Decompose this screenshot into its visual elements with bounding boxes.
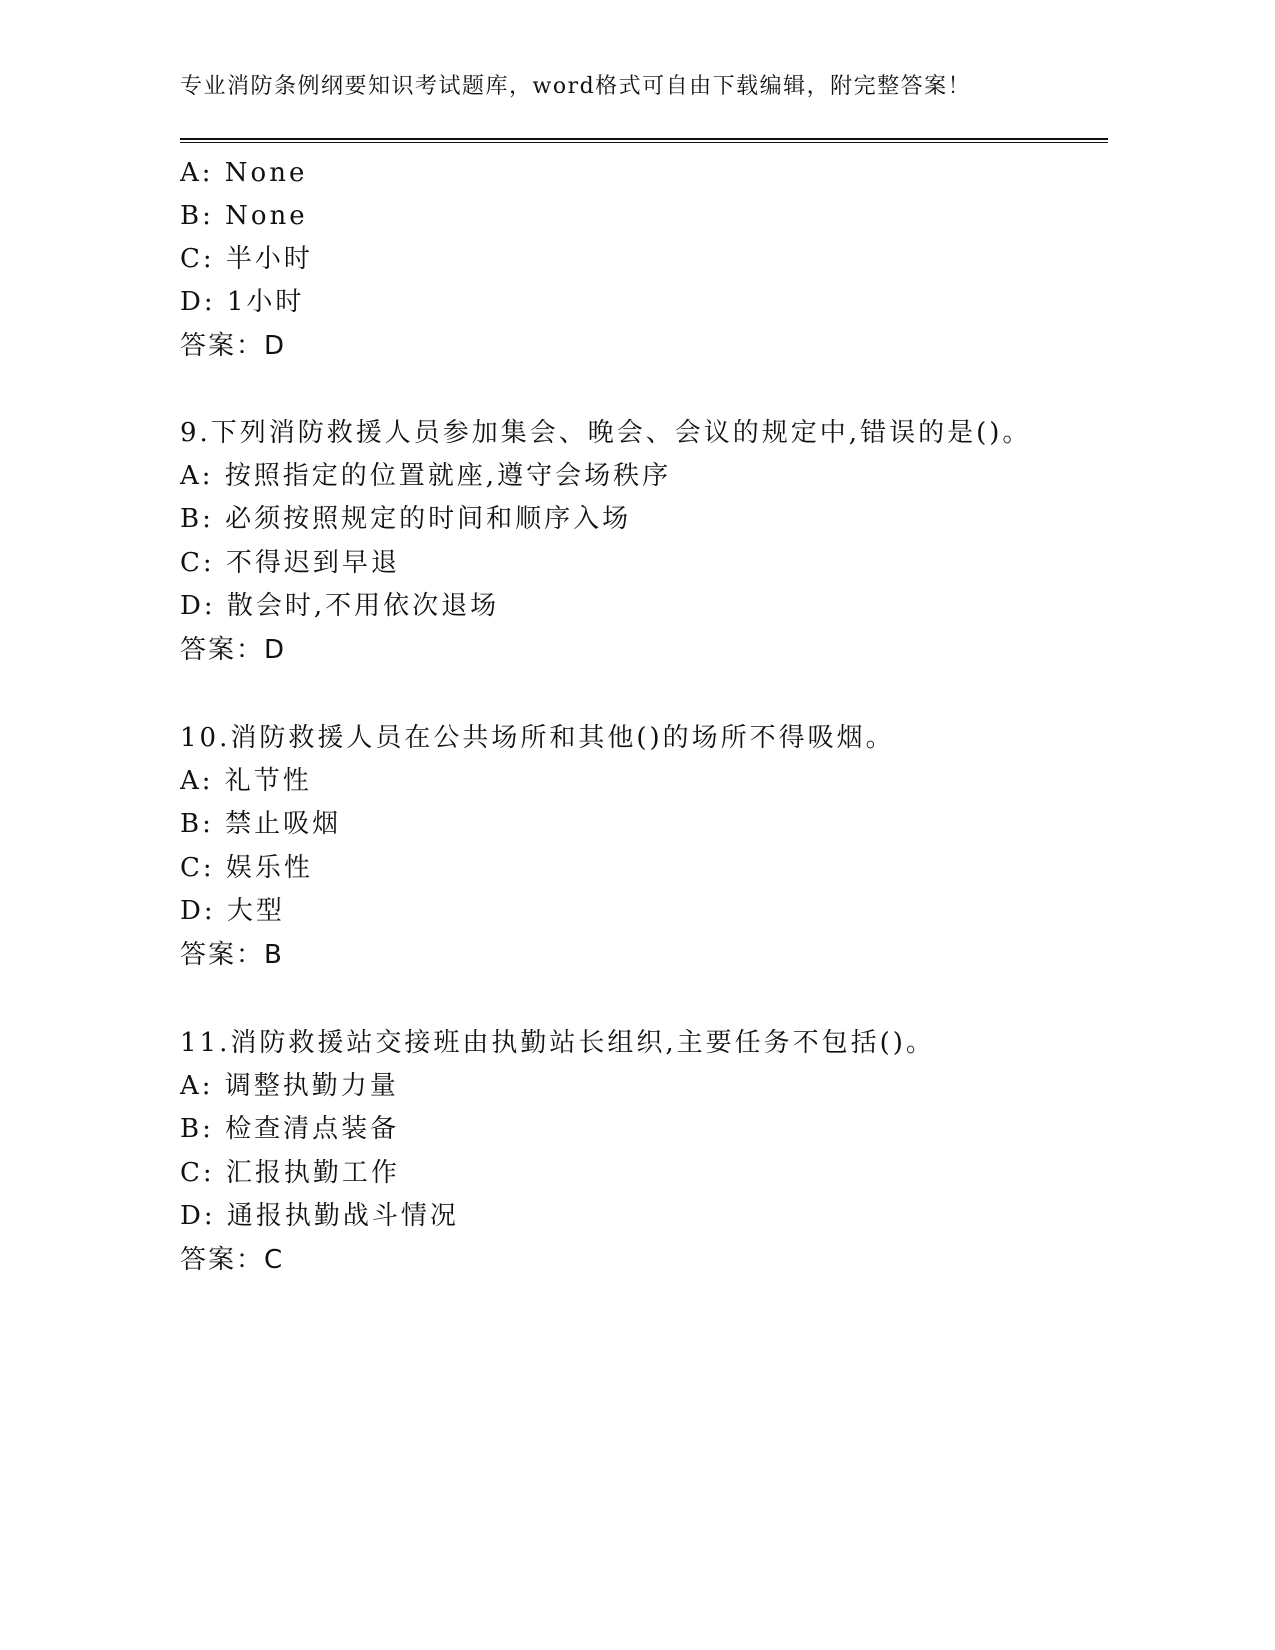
option-a: A: 调整执勤力量 [180,1071,399,1101]
option-c: C: 汇报执勤工作 [180,1158,400,1188]
option-b: B: None [180,201,308,231]
answer-line: 答案：D [180,331,287,361]
option-b: B: 检查清点装备 [180,1114,400,1144]
option-d: D: 大型 [180,896,285,926]
option-d: D: 1小时 [180,287,305,317]
option-c: C: 不得迟到早退 [180,548,400,578]
option-c: C: 娱乐性 [180,853,313,883]
option-d: D: 通报执勤战斗情况 [180,1201,459,1231]
answer-line: 答案：D [180,635,287,665]
question-text: 11.消防救援站交接班由执勤站长组织,主要任务不包括()。 [180,1028,935,1058]
option-a: A: 礼节性 [180,766,312,796]
option-b: B: 禁止吸烟 [180,809,342,839]
question-text: 9.下列消防救援人员参加集会、晚会、会议的规定中,错误的是()。 [180,418,1032,448]
option-b: B: 必须按照规定的时间和顺序入场 [180,504,632,534]
option-c: C: 半小时 [180,244,313,274]
question-text: 10.消防救援人员在公共场所和其他()的场所不得吸烟。 [180,723,895,753]
answer-line: 答案：B [180,940,284,970]
answer-line: 答案：C [180,1245,285,1275]
option-a: A: None [180,158,308,188]
option-a: A: 按照指定的位置就座,遵守会场秩序 [180,461,672,491]
header-rule [180,138,1108,143]
option-d: D: 散会时,不用依次退场 [180,591,500,621]
page-header: 专业消防条例纲要知识考试题库，word格式可自由下载编辑，附完整答案！ [180,74,972,99]
